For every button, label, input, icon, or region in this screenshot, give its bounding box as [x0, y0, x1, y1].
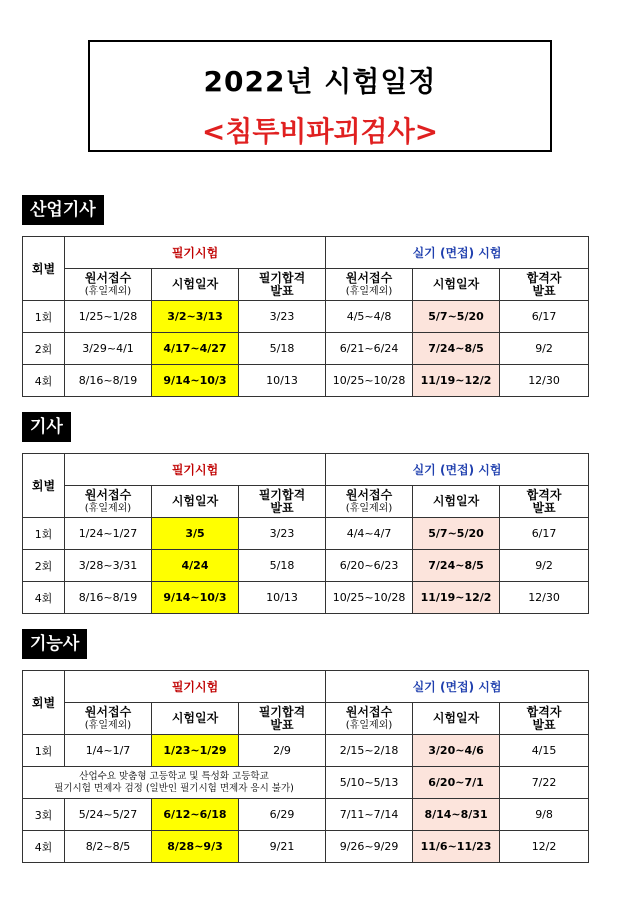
- table-cell: 12/30: [500, 582, 589, 614]
- written-result-header: 필기합격 발표: [239, 269, 326, 301]
- table-cell: 4회: [23, 831, 65, 863]
- table-row: [23, 799, 589, 831]
- table-cell: 1회: [23, 301, 65, 333]
- apply-header: 원서접수 (휴일제외): [326, 703, 413, 735]
- table-cell: 11/6~11/23: [413, 831, 500, 863]
- table-cell: 7/22: [500, 767, 589, 799]
- table-cell: 3회: [23, 799, 65, 831]
- page-subtitle: <침투비파괴검사>: [201, 115, 439, 148]
- table-cell: 10/25~10/28: [326, 365, 413, 397]
- table-cell: 5/18: [239, 550, 326, 582]
- table-cell: 6/29: [239, 799, 326, 831]
- title-box: [88, 40, 552, 152]
- exam-date-header: 시험일자: [413, 703, 500, 735]
- table-cell: 9/21: [239, 831, 326, 863]
- table-cell: 6/12~6/18: [152, 799, 239, 831]
- apply-header: 원서접수 (휴일제외): [65, 703, 152, 735]
- table-cell: 10/13: [239, 365, 326, 397]
- section-label-industrial-engineer: 산업기사: [22, 195, 104, 225]
- practical-exam-header: 실기 (면접) 시험: [326, 237, 589, 269]
- table-cell: 8/2~8/5: [65, 831, 152, 863]
- final-result-header: 합격자 발표: [500, 486, 589, 518]
- round-header: 회별: [23, 671, 65, 735]
- table-cell: 6/20~6/23: [326, 550, 413, 582]
- practical-exam-header: 실기 (면접) 시험: [326, 671, 589, 703]
- table-cell: 3/28~3/31: [65, 550, 152, 582]
- table-cell: 1회: [23, 735, 65, 767]
- table-cell: 6/17: [500, 518, 589, 550]
- written-result-header: 필기합격 발표: [239, 486, 326, 518]
- final-result-header: 합격자 발표: [500, 269, 589, 301]
- apply-header: 원서접수 (휴일제외): [326, 486, 413, 518]
- table-cell: 12/30: [500, 365, 589, 397]
- table-cell: 1/25~1/28: [65, 301, 152, 333]
- exam-date-header: 시험일자: [413, 269, 500, 301]
- written-exam-header: 필기시험: [65, 237, 326, 269]
- schedule-table-industrial-engineer: [22, 236, 589, 397]
- table-cell: 10/13: [239, 582, 326, 614]
- table-cell: 4회: [23, 582, 65, 614]
- table-cell: 7/24~8/5: [413, 333, 500, 365]
- table-cell: 6/17: [500, 301, 589, 333]
- table-cell: 8/16~8/19: [65, 365, 152, 397]
- written-result-header: 필기합격 발표: [239, 703, 326, 735]
- table-cell: 7/24~8/5: [413, 550, 500, 582]
- table-row: [23, 550, 589, 582]
- table-cell: 9/14~10/3: [152, 582, 239, 614]
- table-cell: 9/26~9/29: [326, 831, 413, 863]
- exam-date-header: 시험일자: [152, 486, 239, 518]
- table-cell: 6/20~7/1: [413, 767, 500, 799]
- table-cell: 5/7~5/20: [413, 518, 500, 550]
- table-cell: 10/25~10/28: [326, 582, 413, 614]
- exam-date-header: 시험일자: [152, 703, 239, 735]
- apply-header: 원서접수 (휴일제외): [65, 486, 152, 518]
- table-cell: 9/2: [500, 333, 589, 365]
- apply-header: 원서접수 (휴일제외): [326, 269, 413, 301]
- table-row: [23, 365, 589, 397]
- table-cell: 8/28~9/3: [152, 831, 239, 863]
- table-cell: 2회: [23, 333, 65, 365]
- table-cell: 5/10~5/13: [326, 767, 413, 799]
- table-cell: 2회: [23, 550, 65, 582]
- table-cell: 3/23: [239, 301, 326, 333]
- table-cell: 3/23: [239, 518, 326, 550]
- schedule-table-engineer: [22, 453, 589, 614]
- table-cell: 9/8: [500, 799, 589, 831]
- table-cell: 3/2~3/13: [152, 301, 239, 333]
- section-label-engineer: 기사: [22, 412, 71, 442]
- table-cell: 4회: [23, 365, 65, 397]
- table-cell: 5/7~5/20: [413, 301, 500, 333]
- table-cell: 3/29~4/1: [65, 333, 152, 365]
- table-cell: 2/15~2/18: [326, 735, 413, 767]
- practical-exam-header: 실기 (면접) 시험: [326, 454, 589, 486]
- written-exam-header: 필기시험: [65, 671, 326, 703]
- special-exam-note: 산업수요 맞춤형 고등학교 및 특성화 고등학교 필기시험 면제자 검정 (일반인 필기시험 면제자 응시 불가): [23, 767, 326, 799]
- page-title: 2022년 시험일정: [203, 65, 437, 98]
- table-cell: 7/11~7/14: [326, 799, 413, 831]
- table-cell: 8/14~8/31: [413, 799, 500, 831]
- table-cell: 11/19~12/2: [413, 582, 500, 614]
- table-cell: 1/23~1/29: [152, 735, 239, 767]
- exam-date-header: 시험일자: [152, 269, 239, 301]
- table-cell: 3/5: [152, 518, 239, 550]
- table-cell: 1/4~1/7: [65, 735, 152, 767]
- table-cell: 12/2: [500, 831, 589, 863]
- table-row: [23, 333, 589, 365]
- round-header: 회별: [23, 237, 65, 301]
- table-cell: 11/19~12/2: [413, 365, 500, 397]
- schedule-table-craftsman: [22, 670, 589, 863]
- table-row: [23, 767, 589, 799]
- table-cell: 4/5~4/8: [326, 301, 413, 333]
- table-row: [23, 518, 589, 550]
- table-cell: 9/2: [500, 550, 589, 582]
- table-cell: 1회: [23, 518, 65, 550]
- table-row: [23, 735, 589, 767]
- written-exam-header: 필기시험: [65, 454, 326, 486]
- table-cell: 3/20~4/6: [413, 735, 500, 767]
- table-cell: 4/24: [152, 550, 239, 582]
- table-cell: 9/14~10/3: [152, 365, 239, 397]
- final-result-header: 합격자 발표: [500, 703, 589, 735]
- table-cell: 5/18: [239, 333, 326, 365]
- table-row: [23, 301, 589, 333]
- table-cell: 2/9: [239, 735, 326, 767]
- table-cell: 8/16~8/19: [65, 582, 152, 614]
- table-cell: 4/15: [500, 735, 589, 767]
- table-row: [23, 831, 589, 863]
- round-header: 회별: [23, 454, 65, 518]
- table-cell: 4/4~4/7: [326, 518, 413, 550]
- apply-header: 원서접수 (휴일제외): [65, 269, 152, 301]
- table-cell: 6/21~6/24: [326, 333, 413, 365]
- table-row: [23, 582, 589, 614]
- section-label-craftsman: 기능사: [22, 629, 87, 659]
- exam-date-header: 시험일자: [413, 486, 500, 518]
- table-cell: 4/17~4/27: [152, 333, 239, 365]
- table-cell: 5/24~5/27: [65, 799, 152, 831]
- table-cell: 1/24~1/27: [65, 518, 152, 550]
